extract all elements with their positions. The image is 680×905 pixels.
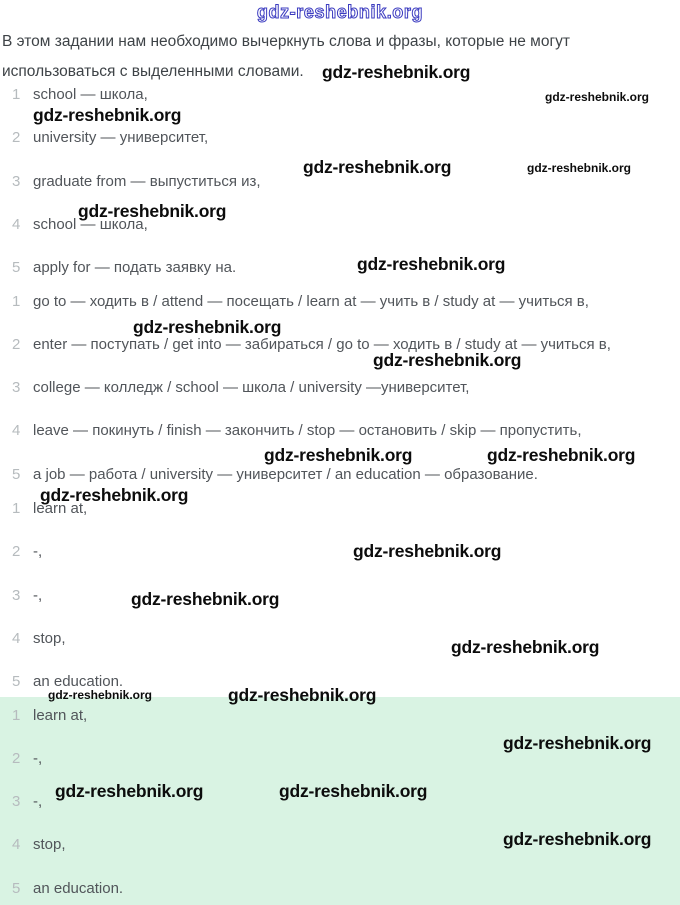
list-item-number: 1 — [12, 86, 21, 103]
list-item-row — [0, 587, 680, 630]
list-item-number: 5 — [12, 465, 21, 483]
list-item-row — [0, 543, 680, 586]
list-item-number: 2 — [12, 129, 21, 147]
list-item-number: 5 — [12, 259, 21, 277]
list-item-number: 1 — [12, 500, 21, 517]
list-item-number: 4 — [12, 422, 21, 440]
watermark: gdz-reshebnik.org — [33, 105, 182, 125]
watermark: gdz-reshebnik.org — [322, 62, 471, 82]
list-item-number: 4 — [12, 629, 21, 647]
watermark: gdz-reshebnik.org — [264, 445, 413, 465]
watermark: gdz-reshebnik.org — [353, 541, 502, 561]
list-item-text: enter — поступать / get into — забираться / go to — ходить в / study at — учиться в, — [33, 335, 611, 353]
list-item-number: 3 — [12, 172, 21, 190]
list-item-text: learn at, — [33, 706, 88, 724]
watermark: gdz-reshebnik.org — [527, 161, 632, 175]
task-description-line2: использоваться с выделенными словами. — [2, 62, 304, 80]
list-item-number: 2 — [12, 543, 21, 561]
list-item-number: 2 — [12, 335, 21, 353]
list-item-text: apply for — подать заявку на. — [33, 259, 237, 277]
watermark: gdz-reshebnik.org — [357, 254, 506, 274]
list-item-text: an education. — [33, 879, 124, 897]
task-description — [2, 27, 570, 86]
list-item-text: -, — [33, 793, 43, 811]
list-item-number: 2 — [12, 749, 21, 767]
list-item-text: school — школа, — [33, 86, 148, 103]
watermark: gdz-reshebnik.org — [451, 637, 600, 657]
watermark: gdz-reshebnik.org — [48, 688, 153, 702]
task-description-line1: В этом задании нам необходимо вычеркнуть слова и фразы, которые не могут — [2, 33, 570, 50]
word-list-2 — [0, 293, 680, 509]
list-item-row — [0, 293, 680, 336]
watermark: gdz-reshebnik.org — [228, 685, 377, 705]
watermark: gdz-reshebnik.org — [503, 733, 652, 753]
list-item-number: 3 — [12, 586, 21, 604]
watermark: gdz-reshebnik.org — [303, 157, 452, 177]
watermark: gdz-reshebnik.org — [545, 90, 650, 104]
list-item-text: school — школа, — [33, 215, 148, 233]
word-list-3 — [0, 500, 680, 716]
list-item-text: university — университет, — [33, 129, 209, 147]
list-item-number: 1 — [12, 292, 21, 310]
list-item-text: -, — [33, 749, 43, 767]
list-item-row — [0, 336, 680, 379]
list-item-number: 5 — [12, 879, 21, 897]
list-item-number: 4 — [12, 836, 21, 854]
list-item-number: 4 — [12, 215, 21, 233]
list-item-number: 5 — [12, 673, 21, 691]
watermark: gdz-reshebnik.org — [503, 829, 652, 849]
watermark: gdz-reshebnik.org — [131, 589, 280, 609]
list-item-number: 1 — [12, 706, 21, 724]
list-item-number: 3 — [12, 379, 21, 397]
list-item-text: leave — покинуть / finish — закончить / stop — остановить / skip — пропустить, — [33, 422, 582, 440]
watermark: gdz-reshebnik.org — [373, 350, 522, 370]
list-item-text: an education. — [33, 673, 124, 691]
watermark: gdz-reshebnik.org — [78, 201, 227, 221]
list-item-number: 3 — [12, 793, 21, 811]
list-item-row — [0, 216, 680, 259]
list-item-row — [0, 500, 680, 543]
list-item-text: a job — работа / university — университет / an education — образование. — [33, 465, 538, 483]
watermark: gdz-reshebnik.org — [279, 781, 428, 801]
list-item-row — [0, 880, 680, 905]
list-item-text: go to — ходить в / attend — посещать / learn at — учить в / study at — учиться в, — [33, 292, 589, 310]
header-watermark: gdz-reshebnik.org — [256, 2, 424, 22]
list-item-text: college — колледж / school — школа / university —университет, — [33, 379, 470, 397]
list-item-text: learn at, — [33, 500, 88, 517]
watermark: gdz-reshebnik.org — [487, 445, 636, 465]
list-item-text: stop, — [33, 836, 66, 854]
watermark: gdz-reshebnik.org — [55, 781, 204, 801]
list-item-text: -, — [33, 543, 43, 561]
list-item-text: graduate from — выпуститься из, — [33, 172, 261, 190]
list-item-text: stop, — [33, 629, 66, 647]
watermark: gdz-reshebnik.org — [133, 317, 282, 337]
watermark: gdz-reshebnik.org — [40, 485, 189, 505]
list-item-row — [0, 379, 680, 422]
list-item-text: -, — [33, 586, 43, 604]
